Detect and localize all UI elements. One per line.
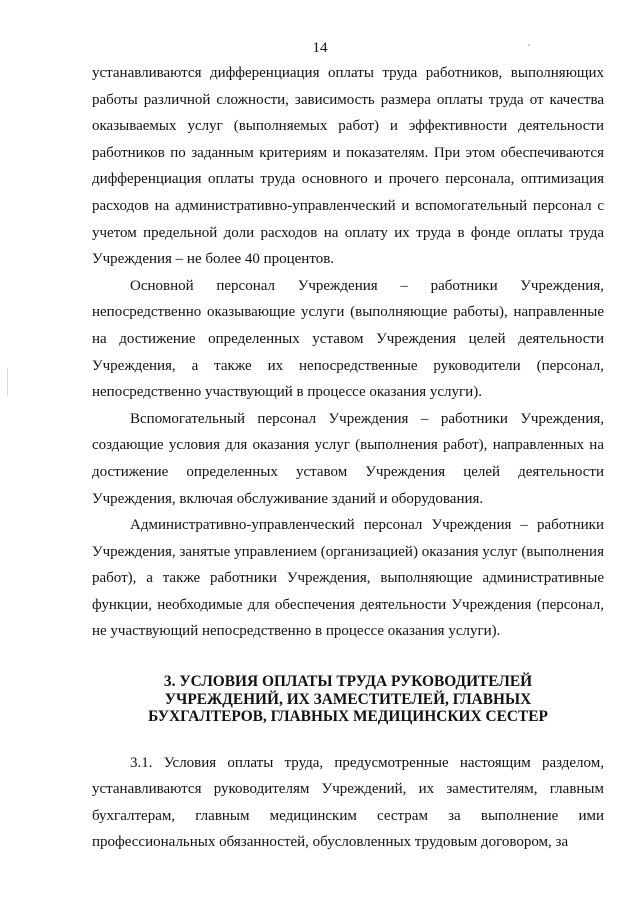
section-heading: 3. УСЛОВИЯ ОПЛАТЫ ТРУДА РУКОВОДИТЕЛЕЙ УЧРЕЖДЕНИЙ, ИХ ЗАМЕСТИТЕЛЕЙ, ГЛАВНЫХ БУХГАЛТЕРОВ, ГЛАВНЫХ МЕДИЦИНСКИХ СЕСТЕР [148, 673, 548, 726]
scan-margin-mark [7, 368, 8, 396]
paragraph-main-staff: Основной персонал Учреждения – работники Учреждения, непосредственно оказывающие услуги (выполняющие работы), направленные на достижение определенных уставом Учреждения целей деятельности Учреждения, а также их непосредственные руководители (персонал, непосредственно участвующий в процессе оказания услуги). [92, 277, 604, 401]
document-body [92, 60, 604, 856]
paragraph-section-3-1: 3.1. Условия оплаты труда, предусмотренные настоящим разделом, устанавливаются руководителям Учреждений, их заместителям, главным бухгалтерам, главным медицинским сестрам за выполнение ими профессиональных обязанностей, обусловленных трудовым договором, за [92, 754, 604, 851]
paragraph-continuation: устанавливаются дифференциация оплаты труда работников, выполняющих работы различной сложности, зависимость размера оплаты труда от качества оказываемых услуг (выполняемых работ) и эффективности деятельности работников по заданным критериям и показателям. При этом обеспечиваются дифференциация оплаты труда основного и прочего персонала, оптимизация расходов на административно-управленческий и вспомогательный персонал с учетом предельной доли расходов на оплату их труда в фонде оплаты труда Учреждения – не более 40 процентов. [92, 65, 604, 268]
paragraph-support-staff: Вспомогательный персонал Учреждения – работники Учреждения, создающие условия для оказания услуг (выполнения работ), направленных на достижение определенных уставом Учреждения целей деятельности Учреждения, включая обслуживание зданий и оборудования. [92, 410, 604, 507]
page-number: 14 [312, 40, 328, 56]
paragraph-admin-staff: Административно-управленческий персонал Учреждения – работники Учреждения, занятые управлением (организацией) оказания услуг (выполнения работ), а также работники Учреждения, выполняющие административные функции, необходимые для обеспечения деятельности Учреждения (персонал, не участвующий непосредственно в процессе оказания услуги). [92, 517, 604, 640]
